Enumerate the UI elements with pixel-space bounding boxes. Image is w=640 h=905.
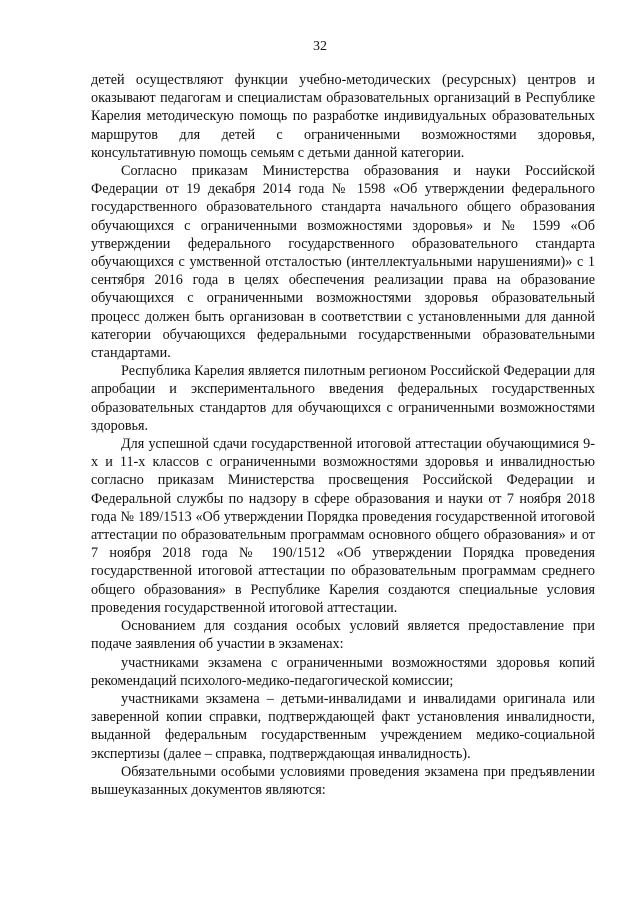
page-number: 32 — [313, 39, 327, 54]
paragraph-pilot-region: Республика Карелия является пилотным регионом Российской Федерации для апробации и экспериментального введения федеральных государственных образовательных стандартов для обучающихся с ограниченными возможностями здоровья. — [91, 363, 595, 434]
paragraph-continuation: детей осуществляют функции учебно-методических (ресурсных) центров и оказывают педагогам и специалистам образовательных организаций в Республике Карелия методическую помощь по разработке индивидуальных образовательных маршрутов для детей с ограниченными возможностями здоровья, консультативную помощь семьям с детьми данной категории. — [91, 72, 595, 161]
paragraph-special-conditions-basis: Основанием для создания особых условий является предоставление при подаче заявления об участии в экзаменах: — [91, 618, 595, 653]
paragraph-mandatory-conditions: Обязательными особыми условиями проведения экзамена при предъявлении вышеуказанных документов являются: — [91, 763, 595, 798]
page-body — [91, 71, 595, 799]
paragraph-final-attestation: Для успешной сдачи государственной итоговой аттестации обучающимися 9-х и 11-х классов с ограниченными возможностями здоровья и инвалидностью согласно приказам Министерства просвещения Российской Федерации и Федеральной службы по надзору в сфере образования и науки от 7 ноября 2018 года № 189/1513 «Об утверждении Порядка проведения государственной итоговой аттестации по образовательным программам основного общего образования» и от 7 ноября 2018 года № 190/1512 «Об утверждении Порядка проведения государственной итоговой аттестации по образовательным программам среднего общего образования» в Республике Карелия создаются специальные условия проведения государственной итоговой аттестации. — [91, 436, 595, 616]
paragraph-list-item-ovz: участниками экзамена с ограниченными возможностями здоровья копий рекомендаций психолого-медико-педагогической комиссии; — [91, 654, 595, 689]
paragraph-list-item-disability: участниками экзамена – детьми-инвалидами и инвалидами оригинала или заверенной копии справки, подтверждающей факт установления инвалидности, выданной федеральным государственным учреждением медико-социальной экспертизы (далее – справка, подтверждающая инвалидность). — [91, 690, 595, 762]
paragraph-fgos-orders: Согласно приказам Министерства образования и науки Российской Федерации от 19 декабря 2014 года № 1598 «Об утверждении федерального государственного образовательного стандарта начального общего образования обучающихся с ограниченными возможностями здоровья» и № 1599 «Об утверждении федерального государственного образовательного стандарта обучающихся с умственной отсталостью (интеллектуальными нарушениями)» с 1 сентября 2016 года в целях обеспечения реализации права на образование обучающихся с ограниченными возможностями здоровья образовательный процесс должен быть организован в соответствии с установленными для данной категории обучающихся федеральными государственными образовательными стандартами. — [91, 163, 595, 362]
